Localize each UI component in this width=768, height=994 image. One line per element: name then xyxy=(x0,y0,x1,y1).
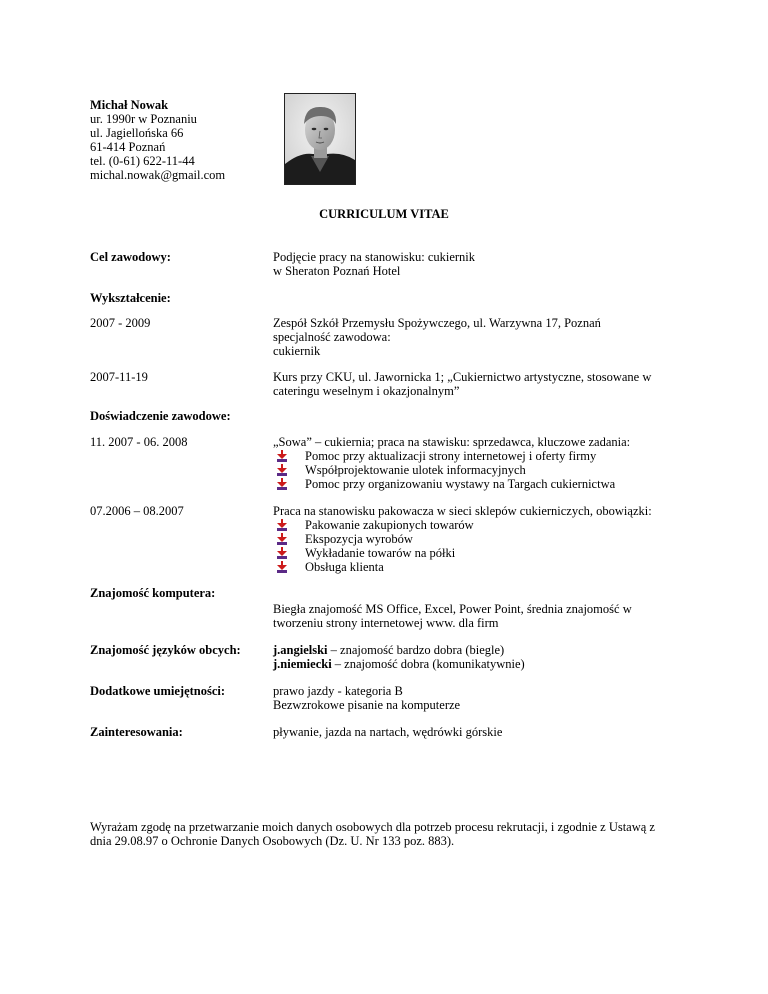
education-date: 2007-11-19 xyxy=(90,370,148,384)
phone-number: tel. (0-61) 622-11-44 xyxy=(90,154,195,168)
education-line: cukiernik xyxy=(273,344,321,358)
education-entry xyxy=(273,316,601,358)
list-item xyxy=(273,463,630,477)
email-address: michal.nowak@gmail.com xyxy=(90,168,226,182)
consent-line: dnia 29.08.97 o Ochronie Danych Osobowych (Dz. U. Nr 133 poz. 883). xyxy=(90,834,455,848)
experience-date: 07.2006 – 08.2007 xyxy=(90,504,184,518)
list-item xyxy=(273,518,652,532)
skill-line: prawo jazdy - kategoria B xyxy=(273,684,403,698)
goal-line: w Sheraton Poznań Hotel xyxy=(273,264,401,278)
experience-bullet-list xyxy=(273,518,652,574)
language-item xyxy=(273,643,525,657)
list-item xyxy=(273,532,652,546)
computer-label: Znajomość komputera: xyxy=(90,586,216,600)
bullet-text: Współprojektowanie ulotek informacyjnych xyxy=(305,463,526,477)
education-heading: Wykształcenie: xyxy=(90,291,171,305)
bullet-text: Pomoc przy organizowaniu wystawy na Targach cukiernictwa xyxy=(305,477,616,491)
language-item xyxy=(273,657,525,671)
interests-text: pływanie, jazda na nartach, wędrówki górskie xyxy=(273,725,503,739)
language-level: – znajomość bardzo dobra (biegle) xyxy=(327,643,505,657)
arrow-bullet-icon xyxy=(276,478,288,490)
computer-content xyxy=(273,602,632,630)
document-title: CURRICULUM VITAE xyxy=(319,207,449,221)
goal-label: Cel zawodowy: xyxy=(90,250,171,264)
language-name: j.niemiecki xyxy=(273,657,332,671)
skills-label: Dodatkowe umiejętności: xyxy=(90,684,226,698)
experience-heading: Doświadczenie zawodowe: xyxy=(90,409,231,423)
arrow-bullet-icon xyxy=(276,519,288,531)
computer-line: Biegła znajomość MS Office, Excel, Power Point, średnia znajomość w xyxy=(273,602,632,616)
interests-label: Zainteresowania: xyxy=(90,725,183,739)
arrow-bullet-icon xyxy=(276,547,288,559)
person-photo xyxy=(284,93,356,185)
skill-line: Bezwzrokowe pisanie na komputerze xyxy=(273,698,461,712)
bullet-text: Pomoc przy aktualizacji strony internetowej i oferty firmy xyxy=(305,449,597,463)
list-item xyxy=(273,477,630,491)
computer-line: tworzeniu strony internetowej www. dla firm xyxy=(273,616,499,630)
consent-line: Wyrażam zgodę na przetwarzanie moich danych osobowych dla potrzeb procesu rekrutacji, i zgodnie z Ustawą z xyxy=(90,820,655,834)
arrow-bullet-icon xyxy=(276,464,288,476)
arrow-bullet-icon xyxy=(276,561,288,573)
experience-bullet-list xyxy=(273,449,630,491)
street-address: ul. Jagiellońska 66 xyxy=(90,126,184,140)
bullet-text: Pakowanie zakupionych towarów xyxy=(305,518,474,532)
experience-intro: „Sowa” – cukiernia; praca na stawisku: sprzedawca, kluczowe zadania: xyxy=(273,435,631,449)
list-item xyxy=(273,546,652,560)
experience-date: 11. 2007 - 06. 2008 xyxy=(90,435,188,449)
goal-line: Podjęcie pracy na stanowisku: cukiernik xyxy=(273,250,476,264)
portrait-image xyxy=(285,94,355,184)
language-level: – znajomość dobra (komunikatywnie) xyxy=(331,657,525,671)
education-line: cateringu weselnym i okazjonalnym” xyxy=(273,384,460,398)
list-item xyxy=(273,560,652,574)
arrow-bullet-icon xyxy=(276,450,288,462)
birth-info: ur. 1990r w Poznaniu xyxy=(90,112,197,126)
experience-entry xyxy=(273,435,630,491)
language-name: j.angielski xyxy=(273,643,328,657)
education-line: Zespół Szkół Przemysłu Spożywczego, ul. Warzywna 17, Poznań xyxy=(273,316,601,330)
data-consent-clause xyxy=(90,820,655,848)
bullet-text: Ekspozycja wyrobów xyxy=(305,532,413,546)
skills-content xyxy=(273,684,460,712)
education-line: Kurs przy CKU, ul. Jawornicka 1; „Cukiernictwo artystyczne, stosowane w xyxy=(273,370,652,384)
experience-entry xyxy=(273,504,652,574)
education-line: specjalność zawodowa: xyxy=(273,330,391,344)
languages-label: Znajomość języków obcych: xyxy=(90,643,241,657)
education-entry xyxy=(273,370,651,398)
city-address: 61-414 Poznań xyxy=(90,140,166,154)
list-item xyxy=(273,449,630,463)
arrow-bullet-icon xyxy=(276,533,288,545)
bullet-text: Obsługa klienta xyxy=(305,560,384,574)
education-date: 2007 - 2009 xyxy=(90,316,151,330)
languages-content xyxy=(273,643,525,671)
experience-intro: Praca na stanowisku pakowacza w sieci sklepów cukierniczych, obowiązki: xyxy=(273,504,652,518)
goal-content xyxy=(273,250,475,278)
person-name: Michał Nowak xyxy=(90,98,169,112)
contact-block xyxy=(90,98,225,182)
bullet-text: Wykładanie towarów na półki xyxy=(305,546,456,560)
